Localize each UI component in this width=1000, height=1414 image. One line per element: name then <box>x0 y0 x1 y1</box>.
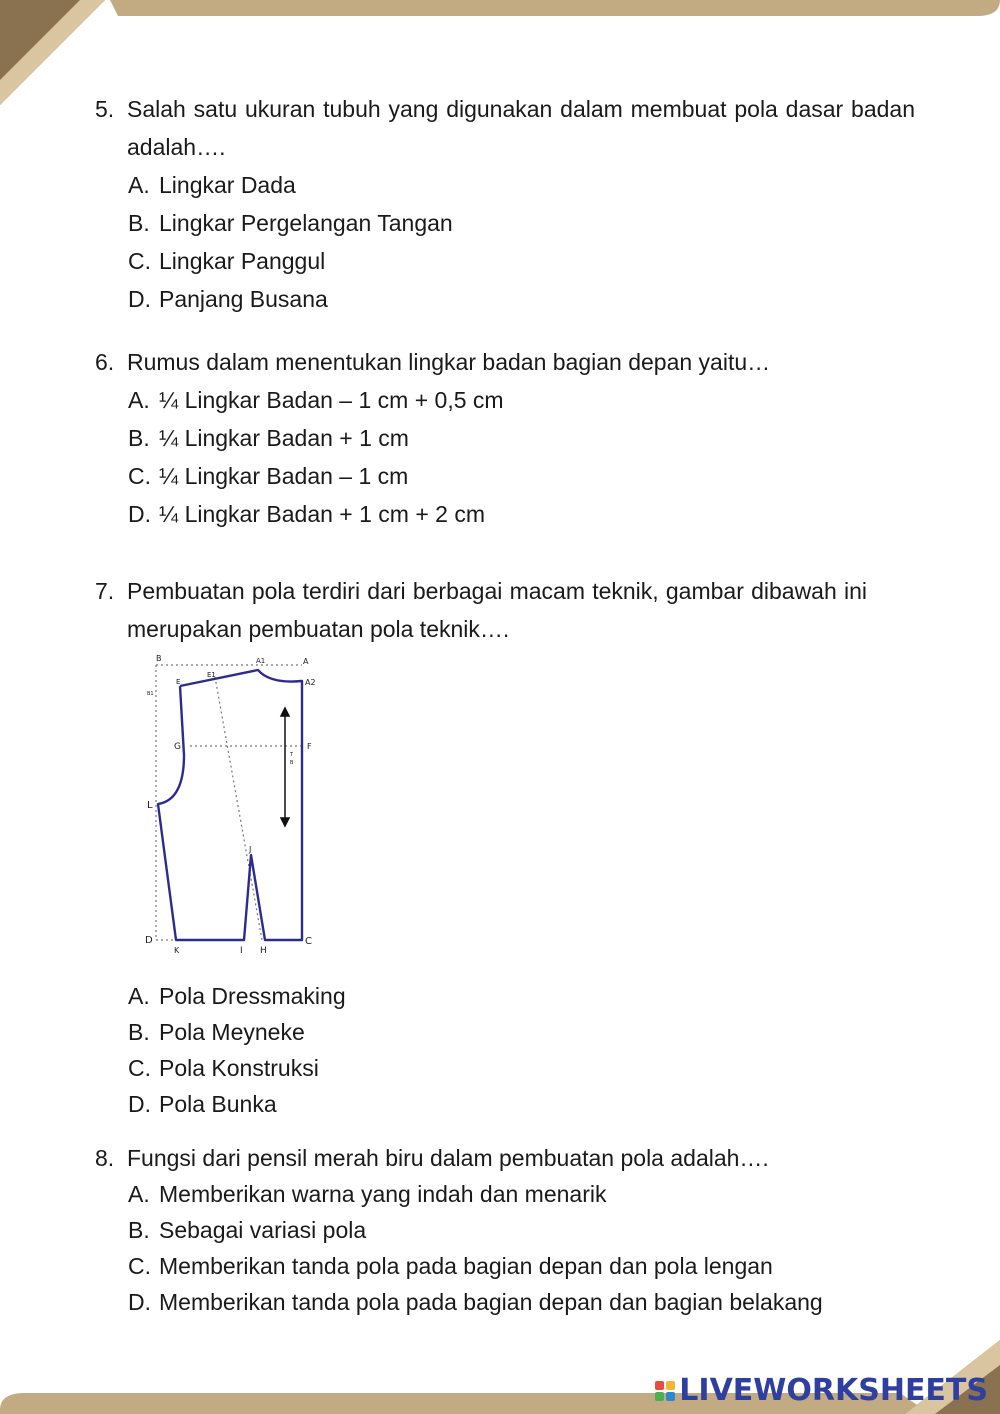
question-number: 8. <box>95 1145 115 1171</box>
option-a[interactable] <box>128 1176 915 1212</box>
label-c: C <box>305 936 312 947</box>
option-letter: C. <box>128 1055 151 1081</box>
option-b[interactable] <box>128 204 915 242</box>
option-letter: C. <box>128 248 151 274</box>
label-j: J <box>249 845 252 854</box>
question-8 <box>95 1140 915 1320</box>
question-number: 7. <box>95 578 115 604</box>
option-d[interactable] <box>128 1086 867 1122</box>
option-b[interactable] <box>128 1014 867 1050</box>
option-a[interactable] <box>128 166 915 204</box>
option-c[interactable] <box>128 242 915 280</box>
option-text: Pola Meyneke <box>159 1019 305 1045</box>
label-g: G <box>174 742 181 752</box>
label-e: E <box>176 678 181 686</box>
option-a[interactable] <box>128 381 915 419</box>
label-a: A <box>303 657 309 666</box>
option-letter: D. <box>128 286 151 312</box>
label-b-small: B <box>290 760 294 766</box>
options-list <box>128 1176 915 1320</box>
question-text: Rumus dalam menentukan lingkar badan bagian depan yaitu… <box>127 349 771 375</box>
label-h: H <box>260 946 267 956</box>
label-l: L <box>147 800 153 811</box>
option-text: Lingkar Pergelangan Tangan <box>159 210 453 236</box>
label-a2: A2 <box>305 678 316 687</box>
option-letter: B. <box>128 210 150 236</box>
options-list <box>128 978 867 1122</box>
option-text: ¼ Lingkar Badan – 1 cm <box>159 463 409 489</box>
question-text: Pembuatan pola terdiri dari berbagai macam teknik, gambar dibawah ini merupakan pembuatan pola teknik…. <box>127 578 867 642</box>
option-a[interactable] <box>128 978 867 1014</box>
question-stem <box>95 1140 915 1176</box>
option-d[interactable] <box>128 1284 915 1320</box>
options-list <box>128 381 915 533</box>
option-c[interactable] <box>128 457 915 495</box>
option-text: Panjang Busana <box>159 286 328 312</box>
grain-arrow-head-up <box>281 708 289 716</box>
pattern-diagram <box>140 650 330 960</box>
option-text: Memberikan tanda pola pada bagian depan dan pola lengan <box>159 1253 773 1279</box>
guide-line-diagonal <box>215 677 262 940</box>
option-letter: D. <box>128 1289 151 1315</box>
label-f: F <box>307 742 312 751</box>
label-t: T <box>290 752 294 758</box>
question-number: 6. <box>95 349 115 375</box>
option-c[interactable] <box>128 1248 915 1284</box>
option-text: Pola Dressmaking <box>159 983 346 1009</box>
option-d[interactable] <box>128 280 915 318</box>
option-text: Pola Konstruksi <box>159 1055 319 1081</box>
option-text: ¼ Lingkar Badan – 1 cm + 0,5 cm <box>159 387 504 413</box>
question-text: Fungsi dari pensil merah biru dalam pembuatan pola adalah…. <box>127 1145 769 1171</box>
label-b1: B1 <box>147 691 154 697</box>
options-list <box>128 166 915 318</box>
option-letter: A. <box>128 172 150 198</box>
label-d: D <box>145 935 153 946</box>
question-stem <box>95 572 867 648</box>
option-letter: B. <box>128 1217 150 1243</box>
question-text: Salah satu ukuran tubuh yang digunakan dalam membuat pola dasar badan adalah…. <box>127 96 915 160</box>
option-d[interactable] <box>128 495 915 533</box>
question-5 <box>95 90 915 318</box>
option-letter: A. <box>128 1181 150 1207</box>
liveworksheets-logo-icon <box>655 1381 675 1401</box>
option-letter: D. <box>128 1091 151 1117</box>
pattern-outline <box>158 670 302 940</box>
option-text: Sebagai variasi pola <box>159 1217 367 1243</box>
label-a1: A1 <box>256 657 266 665</box>
option-text: Lingkar Panggul <box>159 248 326 274</box>
option-c[interactable] <box>128 1050 867 1086</box>
option-letter: D. <box>128 501 151 527</box>
option-letter: C. <box>128 463 151 489</box>
option-letter: C. <box>128 1253 151 1279</box>
option-text: Memberikan tanda pola pada bagian depan dan bagian belakang <box>159 1289 823 1315</box>
option-text: Lingkar Dada <box>159 172 296 198</box>
label-k: K <box>174 946 180 955</box>
option-letter: B. <box>128 425 150 451</box>
label-e1: E1 <box>207 671 216 679</box>
grain-arrow-head-down <box>281 818 289 826</box>
question-stem <box>95 343 915 381</box>
option-b[interactable] <box>128 419 915 457</box>
option-letter: A. <box>128 983 150 1009</box>
question-6 <box>95 343 915 533</box>
brand-name: LIVEWORKSHEETS <box>679 1373 988 1408</box>
liveworksheets-brand <box>655 1373 988 1408</box>
option-letter: B. <box>128 1019 150 1045</box>
label-b: B <box>156 654 162 663</box>
option-text: Pola Bunka <box>159 1091 277 1117</box>
option-letter: A. <box>128 387 150 413</box>
option-text: Memberikan warna yang indah dan menarik <box>159 1181 607 1207</box>
option-text: ¼ Lingkar Badan + 1 cm + 2 cm <box>159 501 486 527</box>
question-stem <box>95 90 915 166</box>
option-b[interactable] <box>128 1212 915 1248</box>
question-number: 5. <box>95 96 115 122</box>
option-text: ¼ Lingkar Badan + 1 cm <box>159 425 409 451</box>
label-i: I <box>240 946 243 956</box>
